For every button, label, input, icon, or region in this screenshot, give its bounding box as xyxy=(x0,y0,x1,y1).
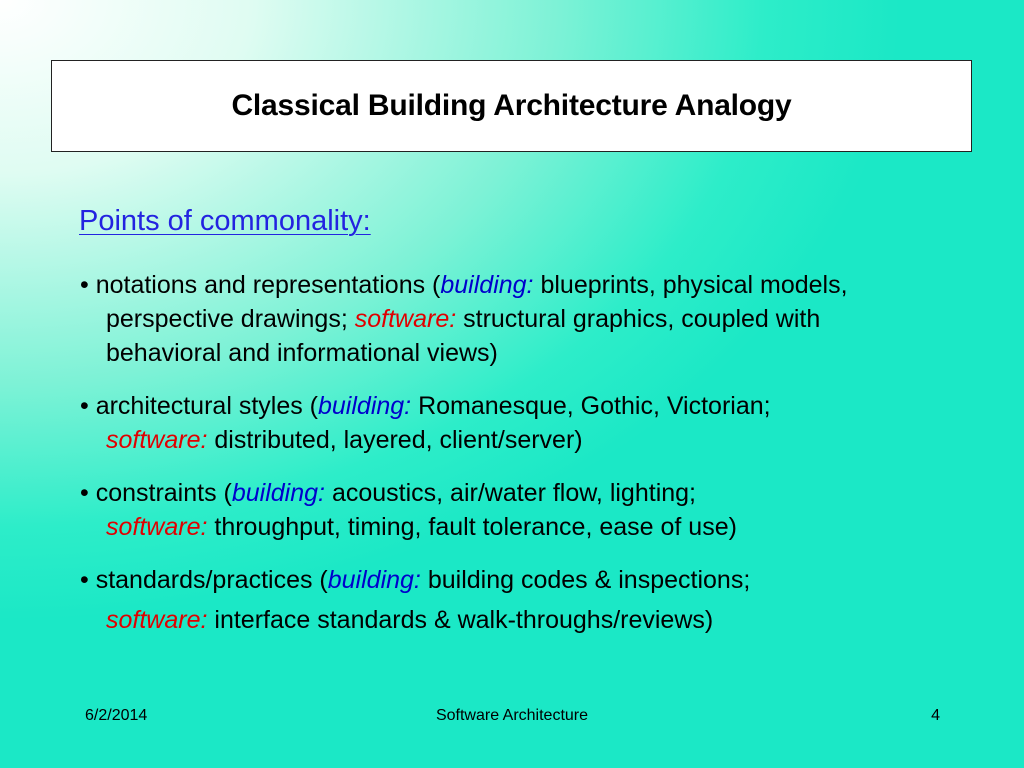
software-text: structural graphics, coupled with xyxy=(456,305,821,333)
software-text: throughput, timing, fault tolerance, ease of use) xyxy=(207,513,737,541)
section-heading: Points of commonality: xyxy=(79,205,371,237)
software-label: software: xyxy=(106,513,208,541)
building-text-cont: perspective drawings; xyxy=(106,305,355,333)
software-text-cont: behavioral and informational views) xyxy=(106,339,498,367)
item-lead: • notations and representations ( xyxy=(80,271,441,299)
building-label: building: xyxy=(327,566,421,594)
software-label: software: xyxy=(354,305,457,333)
software-label: software: xyxy=(106,426,208,454)
building-text: building codes & inspections; xyxy=(420,566,751,594)
building-text: Romanesque, Gothic, Victorian; xyxy=(411,392,771,420)
bullet-list xyxy=(80,268,980,656)
item-lead: • standards/practices ( xyxy=(80,566,328,594)
software-label: software: xyxy=(106,606,208,634)
building-text: acoustics, air/water flow, lighting; xyxy=(325,479,696,507)
list-item xyxy=(80,389,980,457)
title-box xyxy=(51,60,972,152)
software-text: interface standards & walk-throughs/reviews) xyxy=(207,606,714,634)
list-item xyxy=(80,563,980,637)
building-label: building: xyxy=(318,392,412,420)
item-lead: • architectural styles ( xyxy=(80,392,318,420)
software-text: distributed, layered, client/server) xyxy=(207,426,583,454)
list-item xyxy=(80,476,980,544)
list-item xyxy=(80,268,980,370)
page-number: 4 xyxy=(931,707,940,724)
footer-title: Software Architecture xyxy=(435,707,589,724)
building-label: building: xyxy=(440,271,534,299)
building-label: building: xyxy=(231,479,325,507)
slide-title: Classical Building Architecture Analogy xyxy=(231,89,792,122)
footer-date: 6/2/2014 xyxy=(85,707,148,724)
building-text: blueprints, physical models, xyxy=(533,271,848,299)
item-lead: • constraints ( xyxy=(80,479,232,507)
